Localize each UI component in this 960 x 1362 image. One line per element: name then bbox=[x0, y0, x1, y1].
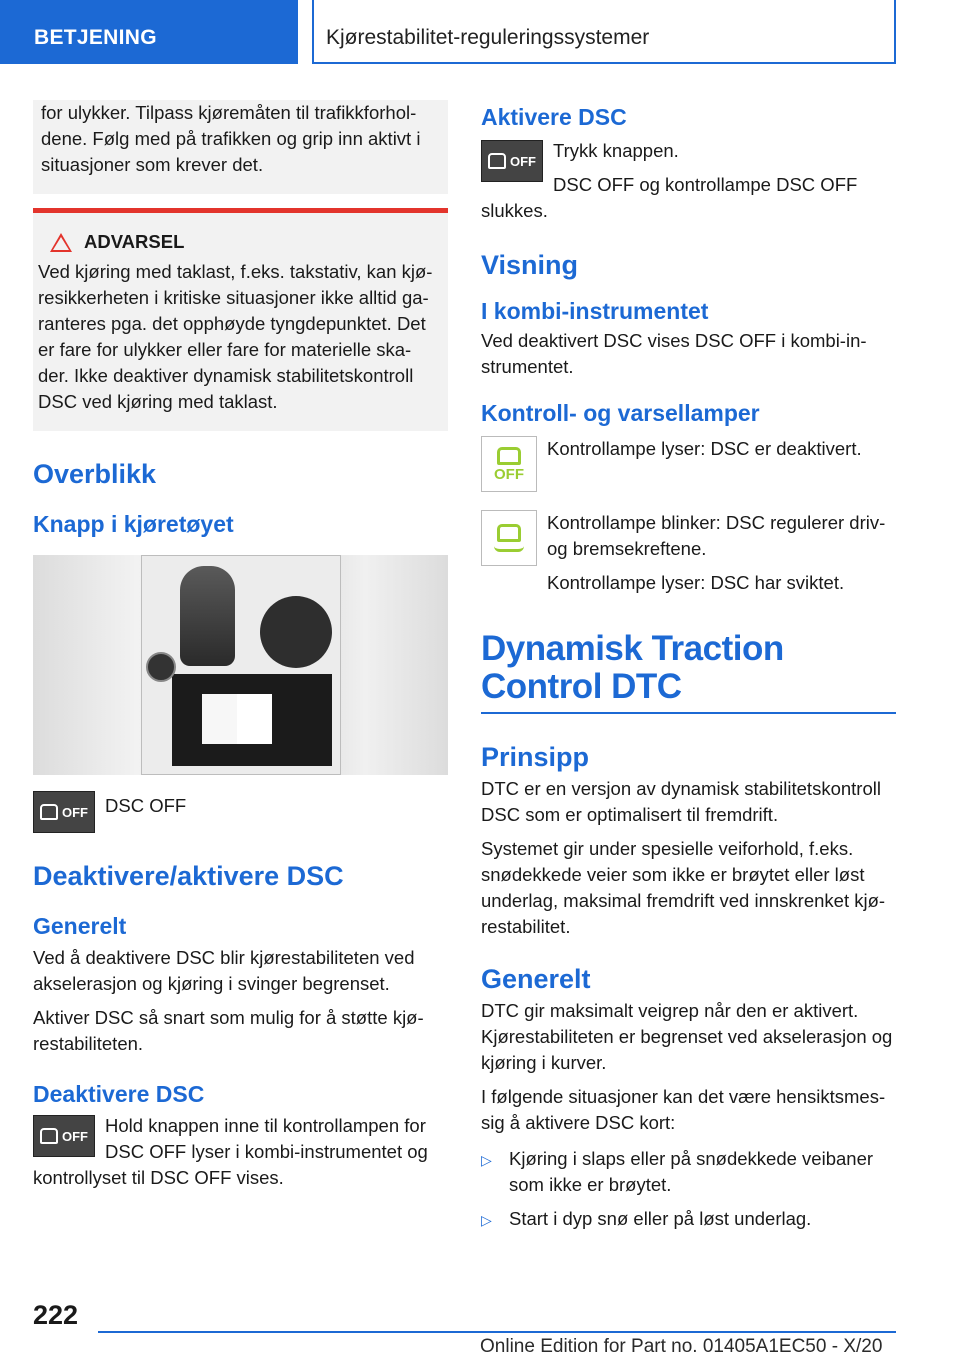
overview-heading: Overblikk bbox=[33, 459, 157, 489]
activate-dsc-heading: Aktivere DSC bbox=[481, 104, 627, 130]
controller-knob bbox=[260, 596, 332, 668]
chapter-title: Kjørestabilitet-reguleringssystemer bbox=[312, 0, 896, 64]
lamps-heading: Kontroll- og varsellamper bbox=[481, 400, 760, 426]
dtc-heading: Dynamisk Traction Control DTC bbox=[481, 629, 784, 706]
right-column bbox=[481, 100, 896, 1233]
general-heading: Generelt bbox=[481, 964, 591, 994]
center-console bbox=[141, 555, 341, 775]
cluster-text: Ved deaktivert DSC vises DSC OFF i kombi-in-strumentet. bbox=[481, 330, 867, 377]
start-stop-button bbox=[146, 652, 176, 682]
dsc-off-icon: OFF bbox=[33, 791, 95, 833]
footer-rule bbox=[98, 1331, 896, 1333]
lamp-description: Kontrollampe blinker: DSC regulerer driv- og bremsekreftene. bbox=[547, 512, 886, 559]
deactivate-dsc-text: Hold knappen inne til kontrollampen for DSC OFF lyser i kombi-instrumentet og kontrollyset til DSC OFF vises. bbox=[33, 1115, 428, 1188]
bullet-triangle-icon: ▷ bbox=[481, 1152, 492, 1168]
dsc-off-caption-row bbox=[33, 791, 448, 833]
dsc-off-icon: OFF bbox=[481, 140, 543, 182]
page-number: 222 bbox=[33, 1300, 79, 1330]
warning-title: ADVARSEL bbox=[84, 231, 185, 252]
display-heading: Visning bbox=[481, 250, 579, 280]
general-paragraph: Ved å deaktivere DSC blir kjørestabiliteten ved akselerasjon og kjøring i svinger begrenset. bbox=[33, 947, 415, 994]
warning-icon bbox=[50, 233, 72, 252]
general-heading: Generelt bbox=[33, 913, 127, 939]
principle-paragraph: Systemet gir under spesielle veiforhold, f.eks. snødekkede veier som ikke er brøytet eller løst underlag, maksimal fremdrift ved innskrenket kjø-restabilitet. bbox=[481, 838, 886, 937]
panel-highlight bbox=[202, 694, 237, 744]
activate-result: DSC OFF og kontrollampe DSC OFF slukkes. bbox=[481, 174, 858, 221]
deactivate-dsc-heading: Deaktivere DSC bbox=[33, 1081, 205, 1107]
section-tab: BETJENING bbox=[0, 0, 298, 64]
principle-paragraph: DTC er en versjon av dynamisk stabilitetskontroll DSC som er optimalisert til fremdrift. bbox=[481, 778, 881, 825]
warning-text: Ved kjøring med taklast, f.eks. takstativ, kan kjø-resikkerheten i kritiske situasjoner ikke alltid ga-ranteres pga. det opphøyde tyngdepunktet. Det er fare for ulykker eller fare for materielle ska-der. Ikke deaktiver dynamisk stabilitetskontroll DSC ved kjøring med taklast. bbox=[38, 261, 433, 412]
intro-text: for ulykker. Tilpass kjøremåten til trafikkforhol-dene. Følg med på trafikken og grip inn aktivt i situasjoner som krever det. bbox=[41, 102, 421, 175]
warning-header bbox=[38, 231, 440, 253]
warning-box bbox=[33, 208, 448, 431]
list-item: ▷ Kjøring i slaps eller på snødekkede veibaner som ikke er brøytet. bbox=[481, 1146, 896, 1198]
general-paragraph: Aktiver DSC så snart som mulig for å støtte kjø-restabiliteten. bbox=[33, 1007, 424, 1054]
heading-rule bbox=[481, 712, 896, 714]
general-paragraph: DTC gir maksimalt veigrep når den er aktivert. Kjørestabiliteten er begrenset ved akselerasjon og kjøring i kurver. bbox=[481, 1000, 893, 1073]
principle-heading: Prinsipp bbox=[481, 742, 590, 772]
console-photo bbox=[33, 555, 448, 775]
lamp-description: Kontrollampe lyser: DSC er deaktivert. bbox=[547, 438, 862, 459]
lamp-description: Kontrollampe lyser: DSC har sviktet. bbox=[547, 572, 845, 593]
lamp-row bbox=[481, 510, 896, 596]
dsc-lamp-icon bbox=[481, 510, 537, 566]
bullet-triangle-icon: ▷ bbox=[481, 1212, 492, 1228]
button-heading: Knapp i kjøretøyet bbox=[33, 511, 234, 537]
intro-box bbox=[33, 100, 448, 194]
bullet-list bbox=[481, 1146, 896, 1233]
activate-dsc-block bbox=[481, 138, 896, 224]
deactivate-activate-heading: Deaktivere/aktivere DSC bbox=[33, 861, 344, 891]
panel-highlight bbox=[237, 694, 272, 744]
dsc-off-caption: DSC OFF bbox=[105, 795, 187, 816]
left-column bbox=[33, 100, 448, 1191]
list-item: ▷ Start i dyp snø eller på løst underlag. bbox=[481, 1206, 896, 1233]
lamp-row bbox=[481, 436, 896, 492]
cluster-heading: I kombi-instrumentet bbox=[481, 298, 709, 324]
dsc-off-lamp-icon: OFF bbox=[481, 436, 537, 492]
deactivate-dsc-block bbox=[33, 1113, 448, 1191]
activate-step: Trykk knappen. bbox=[553, 140, 679, 161]
edition-footer: Online Edition for Part no. 01405A1EC50 - X/20 bbox=[480, 1336, 883, 1357]
dsc-off-icon: OFF bbox=[33, 1115, 95, 1157]
gear-lever bbox=[180, 566, 235, 666]
general-paragraph: I følgende situasjoner kan det være hensiktsmes-sig å aktivere DSC kort: bbox=[481, 1086, 886, 1133]
